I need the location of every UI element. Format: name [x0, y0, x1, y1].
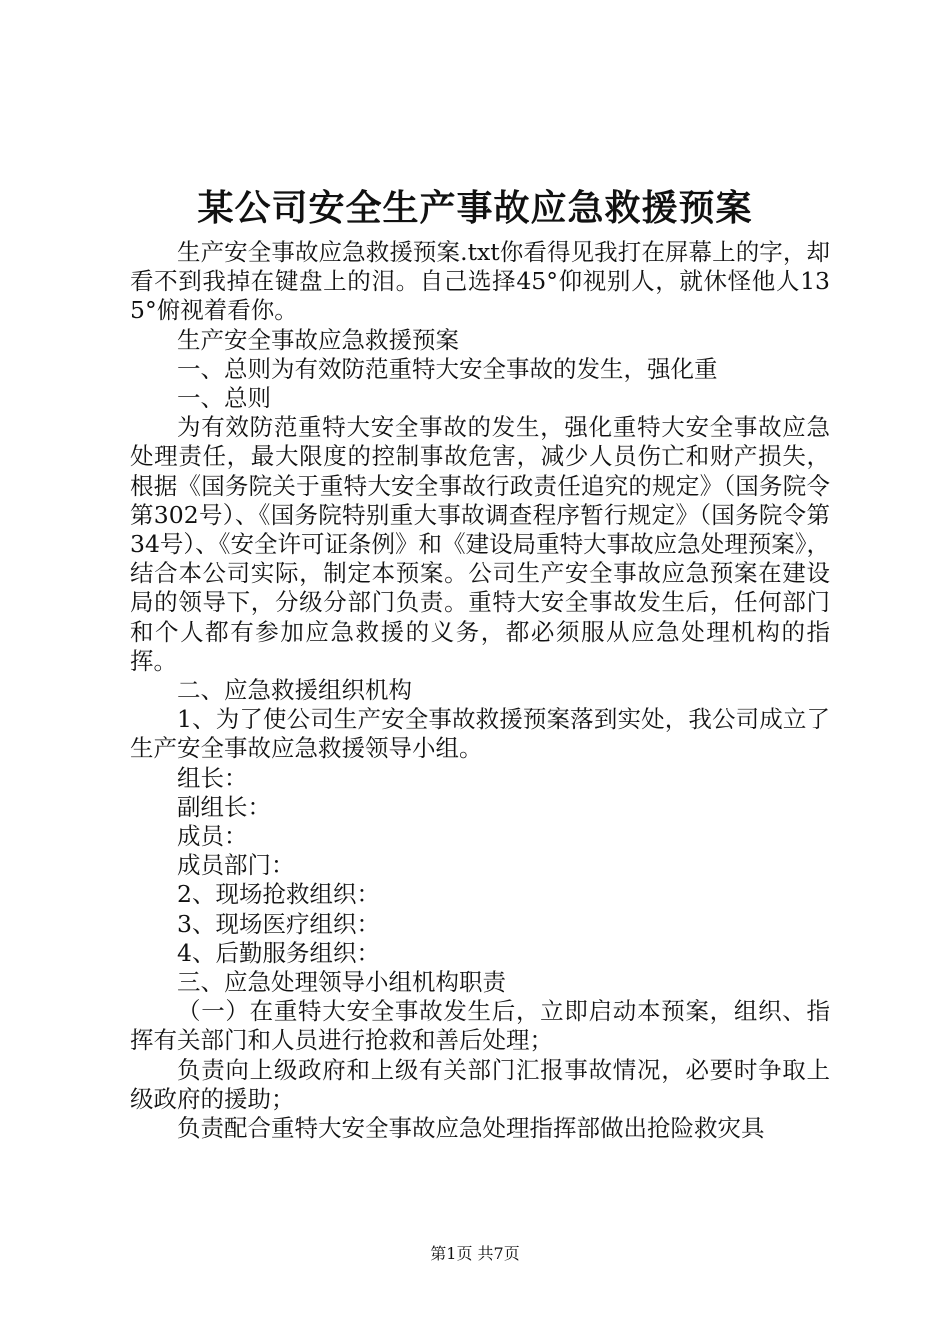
paragraph: 负责配合重特大安全事故应急处理指挥部做出抢险救灾具 — [177, 1114, 765, 1143]
paragraph: 成员部门： — [177, 851, 295, 880]
paragraph: 为有效防范重特大安全事故的发生，强化重特大安全事故应急处理责任，最大限度的控制事故危害，减少人员伤亡和财产损失，根据《国务院关于重特大安全事故行政责任追究的规定》（国务院令第302号）、《国务院特别重大事故调查程序暂行规定》（国务院令第34号）、《安全许可证条例》和《建设局重特大事故应急处理预案》，结合本公司实际，制定本预案。公司生产安全事故应急预案在建设局的领导下，分级分部门负责。重特大安全事故发生后，任何部门和个人都有参加应急救援的义务，都必须服从应急处理机构的指挥。 — [130, 413, 830, 675]
paragraph: 二、应急救援组织机构 — [177, 676, 412, 705]
document-title: 某公司安全生产事故应急救援预案 — [197, 187, 753, 229]
document-body — [130, 238, 830, 1143]
paragraph: 生产安全事故应急救援预案.txt你看得见我打在屏幕上的字，却看不到我掉在键盘上的泪。自己选择45°仰视别人，就休怪他人135°俯视着看你。 — [130, 238, 830, 325]
paragraph: 一、总则 — [177, 384, 271, 413]
paragraph: 生产安全事故应急救援预案 — [177, 325, 459, 354]
paragraph: 4、后勤服务组织： — [177, 938, 380, 967]
paragraph: 三、应急处理领导小组机构职责 — [177, 968, 506, 997]
page-footer: 第1页 共7页 — [430, 1244, 520, 1263]
paragraph: 副组长： — [177, 792, 271, 821]
paragraph: 1、为了使公司生产安全事故救援预案落到实处，我公司成立了生产安全事故应急救援领导小组。 — [130, 705, 830, 763]
paragraph: 一、总则为有效防范重特大安全事故的发生，强化重 — [177, 354, 718, 383]
paragraph: 成员： — [177, 822, 248, 851]
paragraph: 负责向上级政府和上级有关部门汇报事故情况，必要时争取上级政府的援助； — [130, 1055, 830, 1113]
paragraph: 2、现场抢救组织： — [177, 880, 380, 909]
paragraph: 3、现场医疗组织： — [177, 909, 380, 938]
paragraph: 组长： — [177, 763, 248, 792]
paragraph: （一）在重特大安全事故发生后，立即启动本预案，组织、指挥有关部门和人员进行抢救和善后处理； — [130, 997, 830, 1055]
